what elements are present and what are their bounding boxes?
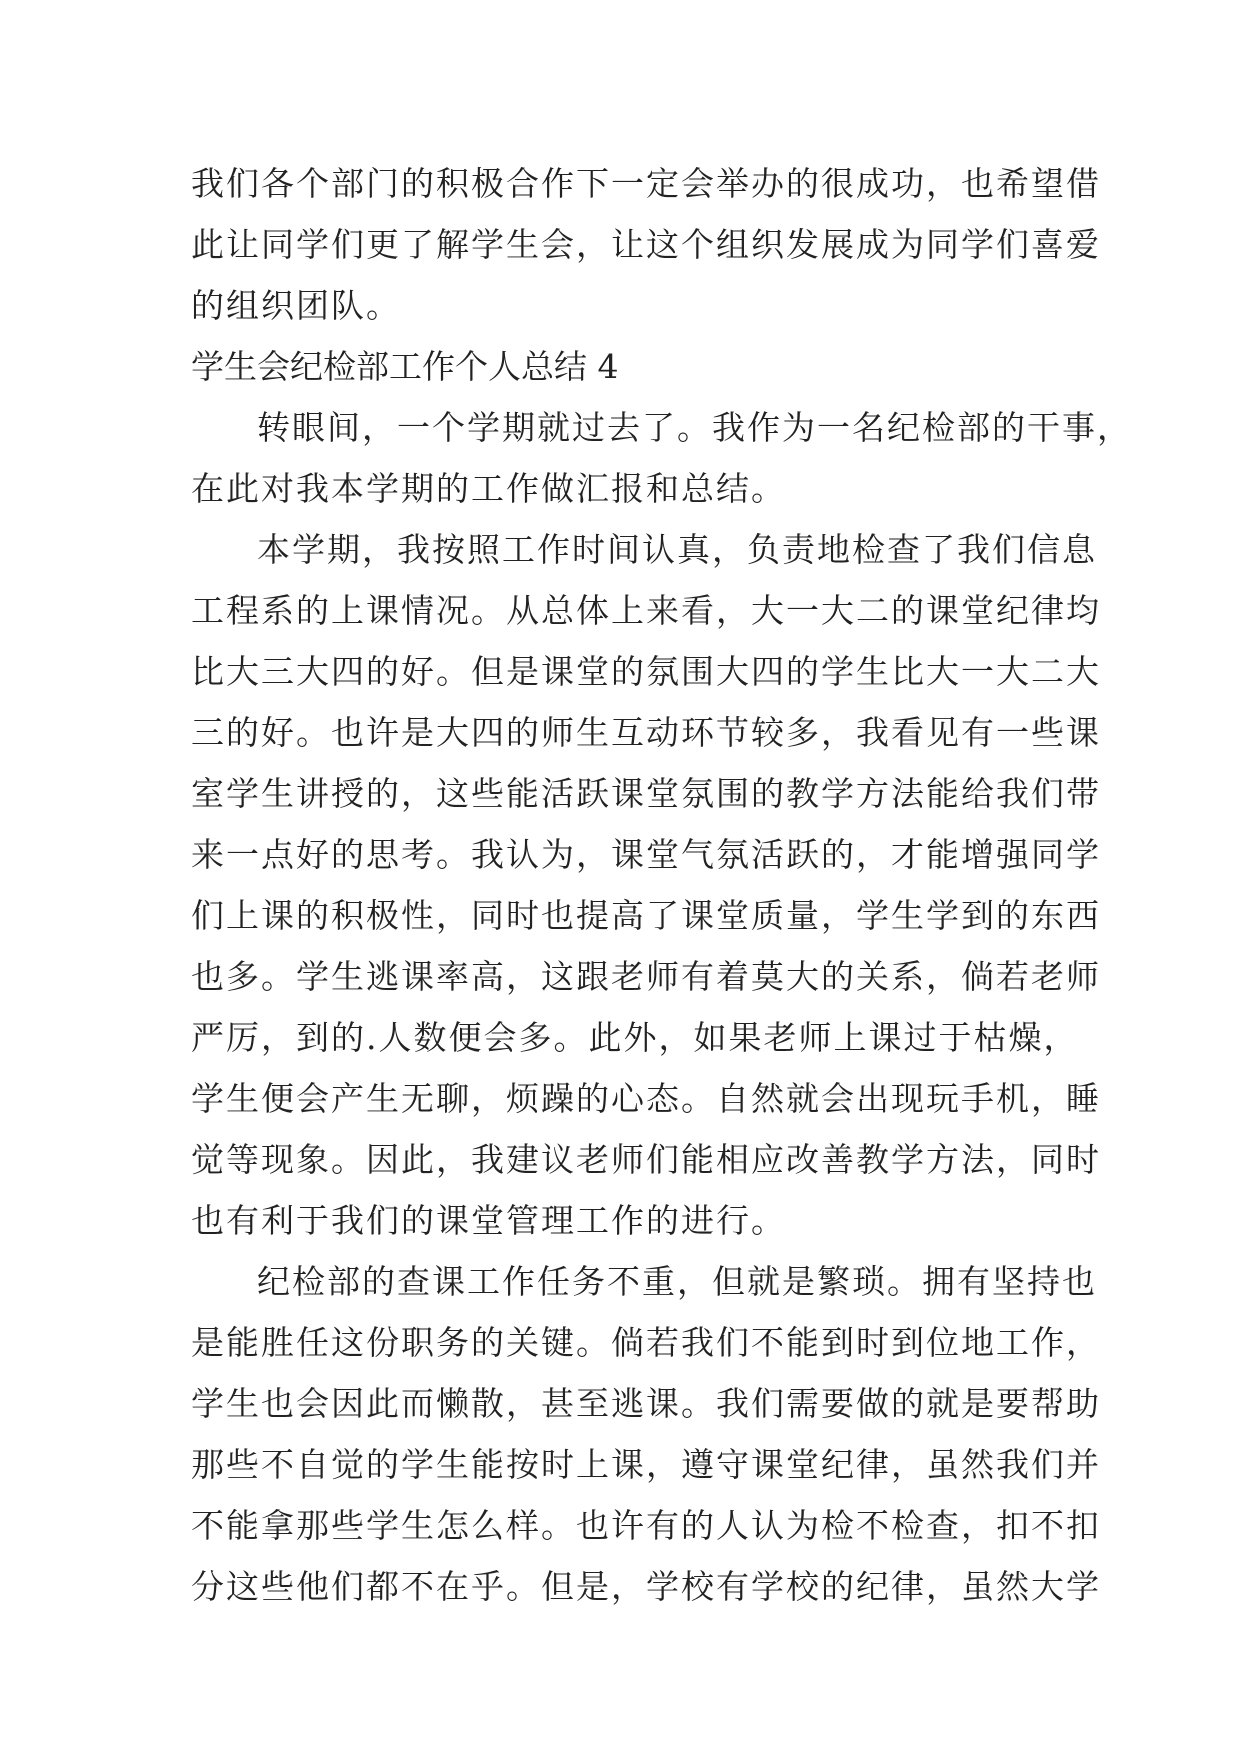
text-line: 本学期，我按照工作时间认真，负责地检查了我们信息 [257, 530, 1097, 569]
text-line: 转眼间，一个学期就过去了。我作为一名纪检部的干事， [257, 408, 1132, 447]
text-line: 来一点好的思考。我认为，课堂气氛活跃的，才能增强同学 [191, 835, 1101, 874]
document-body [191, 153, 1132, 1617]
text-line: 严厉，到的.人数便会多。此外，如果老师上课过于枯燥， [191, 1018, 1079, 1057]
text-line: 们上课的积极性，同时也提高了课堂质量，学生学到的东西 [191, 896, 1101, 935]
text-line: 学生便会产生无聊，烦躁的心态。自然就会出现玩手机，睡 [191, 1079, 1101, 1118]
text-line: 此让同学们更了解学生会，让这个组织发展成为同学们喜爱 [191, 225, 1101, 264]
text-line: 三的好。也许是大四的师生互动环节较多，我看见有一些课 [191, 713, 1101, 752]
section-heading: 学生会纪检部工作个人总结 4 [191, 347, 619, 386]
text-line: 在此对我本学期的工作做汇报和总结。 [191, 469, 786, 508]
intro-paragraph [191, 153, 1101, 336]
text-line: 纪检部的查课工作任务不重，但就是繁琐。拥有坚持也 [257, 1262, 1097, 1301]
text-line: 觉等现象。因此，我建议老师们能相应改善教学方法，同时 [191, 1140, 1101, 1179]
paragraph-3 [191, 1251, 1101, 1617]
paragraph-1 [191, 397, 1132, 519]
paragraph-2 [191, 519, 1101, 1251]
text-line: 那些不自觉的学生能按时上课，遵守课堂纪律，虽然我们并 [191, 1445, 1101, 1484]
text-line: 学生也会因此而懒散，甚至逃课。我们需要做的就是要帮助 [191, 1384, 1101, 1423]
text-line: 不能拿那些学生怎么样。也许有的人认为检不检查，扣不扣 [191, 1506, 1101, 1545]
text-line: 也有利于我们的课堂管理工作的进行。 [191, 1201, 786, 1240]
text-line: 工程系的上课情况。从总体上来看，大一大二的课堂纪律均 [191, 591, 1101, 630]
text-line: 也多。学生逃课率高，这跟老师有着莫大的关系，倘若老师 [191, 957, 1101, 996]
text-line: 我们各个部门的积极合作下一定会举办的很成功，也希望借 [191, 164, 1101, 203]
text-line: 是能胜任这份职务的关键。倘若我们不能到时到位地工作， [191, 1323, 1101, 1362]
text-line: 比大三大四的好。但是课堂的氛围大四的学生比大一大二大 [191, 652, 1101, 691]
text-line: 的组织团队。 [191, 286, 401, 325]
text-line: 室学生讲授的，这些能活跃课堂氛围的教学方法能给我们带 [191, 774, 1101, 813]
text-line: 分这些他们都不在乎。但是，学校有学校的纪律，虽然大学 [191, 1567, 1101, 1606]
